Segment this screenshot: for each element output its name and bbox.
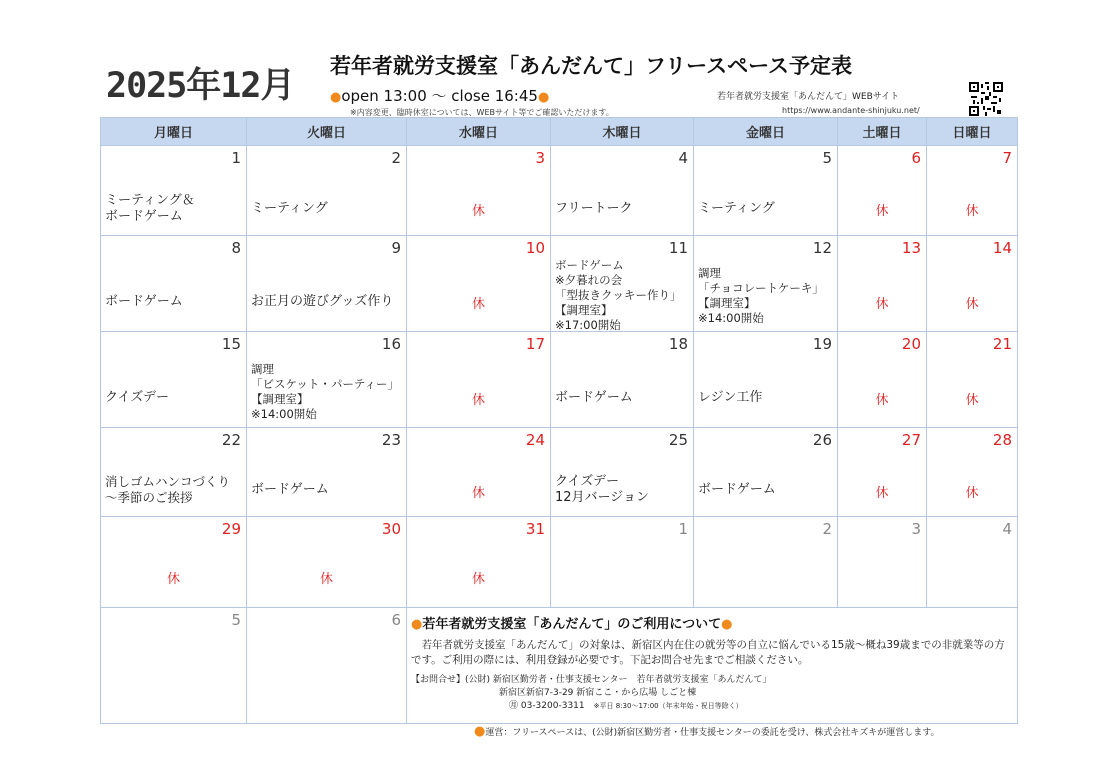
calendar-week-row bbox=[101, 146, 1018, 236]
day-number: 13 bbox=[901, 239, 921, 257]
event-text: ボードゲーム bbox=[105, 293, 183, 309]
day-number: 29 bbox=[221, 520, 241, 538]
calendar-week-row bbox=[101, 236, 1018, 332]
closed-label: 休 bbox=[875, 297, 889, 312]
closed-label: 休 bbox=[471, 393, 485, 408]
contact-address: 新宿区新宿7-3-29 新宿ここ・から広場 しごと棟 bbox=[499, 688, 697, 698]
closed-label: 休 bbox=[875, 204, 889, 219]
event-text: ミーティング＆ ボードゲーム bbox=[105, 192, 195, 224]
usage-info-title: ●若年者就労支援室「あんだんて」のご利用について● bbox=[411, 617, 733, 632]
contact-phone: ㊊ 03-3200-3311 ※平日 8:30〜17:00（年末年始・祝日等除く） bbox=[509, 701, 743, 711]
qr-code-icon[interactable] bbox=[969, 82, 1003, 116]
weekday-sunday: 日曜日 bbox=[927, 118, 1018, 146]
month-title: 2025年12月 bbox=[106, 66, 295, 106]
usage-info-content bbox=[407, 608, 1017, 723]
calendar-day-cell bbox=[247, 517, 407, 608]
usage-info-box bbox=[407, 608, 1018, 724]
closed-label: 休 bbox=[471, 485, 485, 501]
calendar-day-cell bbox=[101, 517, 247, 608]
closed-label: 休 bbox=[471, 297, 485, 312]
notice-text: ※内容変更、臨時休室については、WEBサイト等でご確認いただけます。 bbox=[350, 108, 614, 117]
contact-organization: 【お問合せ】(公財) 新宿区勤労者・仕事支援センター 若年者就労支援室「あんだんて」 bbox=[411, 675, 772, 685]
event-text: フリートーク bbox=[555, 200, 633, 216]
orange-dot-icon: ● bbox=[474, 724, 486, 739]
event-text: ボードゲーム bbox=[555, 389, 633, 405]
closed-label: 休 bbox=[875, 485, 889, 501]
day-number: 21 bbox=[992, 335, 1012, 353]
orange-dot-icon: ● bbox=[537, 90, 550, 105]
website-label: 若年者就労支援室「あんだんて」WEBサイト bbox=[717, 92, 900, 102]
closed-label: 休 bbox=[965, 393, 979, 408]
calendar-day-cell bbox=[551, 236, 694, 332]
footer-note: ●運営：フリースペースは、(公財)新宿区勤労者・仕事支援センターの委託を受け、株式会社キズキが運営します。 bbox=[474, 724, 940, 739]
day-number: 2 bbox=[391, 149, 401, 167]
day-number: 12 bbox=[812, 239, 832, 257]
event-text: 調理 「ビスケット・パーティー」 【調理室】 ※14:00開始 bbox=[251, 362, 400, 421]
weekday-tuesday: 火曜日 bbox=[247, 118, 407, 146]
day-number: 11 bbox=[668, 239, 688, 257]
calendar-day-cell bbox=[407, 146, 551, 236]
page-title: 若年者就労支援室「あんだんて」フリースペース予定表 bbox=[330, 54, 853, 78]
closed-label: 休 bbox=[471, 571, 485, 587]
event-text: クイズデー bbox=[105, 389, 169, 405]
calendar-day-cell bbox=[407, 332, 551, 428]
day-number: 17 bbox=[525, 335, 545, 353]
closed-label: 休 bbox=[319, 571, 333, 587]
calendar-day-cell bbox=[694, 428, 838, 517]
calendar-table bbox=[100, 117, 1018, 724]
orange-dot-icon: ● bbox=[721, 617, 733, 632]
calendar-day-cell bbox=[694, 332, 838, 428]
calendar-day-cell bbox=[838, 428, 927, 517]
day-number: 26 bbox=[812, 431, 832, 449]
closed-label: 休 bbox=[965, 204, 979, 219]
day-number: 4 bbox=[678, 149, 688, 167]
calendar-day-cell bbox=[927, 146, 1018, 236]
day-number: 16 bbox=[381, 335, 401, 353]
event-text: ボードゲーム ※夕暮れの会 「型抜きクッキー作り」 【調理室】 ※17:00開始 bbox=[555, 258, 682, 332]
day-number: 6 bbox=[911, 149, 921, 167]
calendar-day-cell bbox=[247, 146, 407, 236]
event-text: ボードゲーム bbox=[698, 482, 776, 497]
day-number: 9 bbox=[391, 239, 401, 257]
calendar-day-cell bbox=[551, 332, 694, 428]
usage-info-text: 若年者就労支援室「あんだんて」の対象は、新宿区内在住の就労等の自立に悩んでいる15歳〜概ね39歳までの非就業等の方です。ご利用の際には、利用登録が必要です。下記お問合せ先までご相談ください。 bbox=[411, 639, 1005, 666]
calendar-day-cell bbox=[927, 428, 1018, 517]
calendar-day-cell bbox=[694, 517, 838, 608]
calendar-day-cell bbox=[551, 146, 694, 236]
weekday-monday: 月曜日 bbox=[101, 118, 247, 146]
weekday-wednesday: 水曜日 bbox=[407, 118, 551, 146]
calendar-day-cell bbox=[247, 608, 407, 724]
calendar-day-cell bbox=[101, 236, 247, 332]
day-number: 25 bbox=[668, 431, 688, 449]
day-number: 28 bbox=[992, 431, 1012, 449]
day-number: 5 bbox=[822, 149, 832, 167]
closed-label: 休 bbox=[965, 485, 979, 501]
day-number: 8 bbox=[231, 239, 241, 257]
calendar-day-cell bbox=[838, 236, 927, 332]
calendar-day-cell bbox=[927, 517, 1018, 608]
contact-info bbox=[411, 674, 1013, 713]
day-number: 27 bbox=[901, 431, 921, 449]
calendar-day-cell bbox=[838, 146, 927, 236]
calendar-day-cell bbox=[694, 236, 838, 332]
event-text: お正月の遊びグッズ作り bbox=[251, 293, 394, 309]
orange-dot-icon: ● bbox=[411, 617, 423, 632]
event-text: ミーティング bbox=[698, 200, 775, 216]
calendar-day-cell bbox=[694, 146, 838, 236]
orange-dot-icon: ● bbox=[330, 90, 342, 105]
day-number: 3 bbox=[535, 149, 545, 167]
contact-hours-note: ※平日 8:30〜17:00（年末年始・祝日等除く） bbox=[593, 702, 743, 710]
day-number: 4 bbox=[1002, 520, 1012, 538]
day-number: 6 bbox=[391, 611, 401, 629]
day-number: 19 bbox=[812, 335, 832, 353]
day-number: 5 bbox=[231, 611, 241, 629]
calendar-day-cell bbox=[101, 146, 247, 236]
day-number: 30 bbox=[381, 520, 401, 538]
day-number: 1 bbox=[231, 149, 241, 167]
event-text: クイズデー 12月バージョン bbox=[555, 474, 650, 505]
calendar-day-cell bbox=[407, 428, 551, 517]
calendar-day-cell bbox=[927, 236, 1018, 332]
day-number: 14 bbox=[992, 239, 1012, 257]
day-number: 31 bbox=[525, 520, 545, 538]
day-number: 24 bbox=[525, 431, 545, 449]
event-text: 消しゴムハンコづくり 〜季節のご挨拶 bbox=[105, 474, 231, 505]
calendar-week-row bbox=[101, 517, 1018, 608]
day-number: 22 bbox=[221, 431, 241, 449]
weekday-header-row bbox=[101, 118, 1018, 146]
day-number: 3 bbox=[911, 520, 921, 538]
day-number: 15 bbox=[221, 335, 241, 353]
opening-hours bbox=[330, 85, 549, 106]
weekday-saturday: 土曜日 bbox=[838, 118, 927, 146]
day-number: 7 bbox=[1002, 149, 1012, 167]
calendar-day-cell bbox=[101, 332, 247, 428]
website-url-link[interactable]: https://www.andante-shinjuku.net/ bbox=[782, 106, 920, 115]
calendar-day-cell bbox=[247, 332, 407, 428]
calendar-day-cell bbox=[101, 428, 247, 517]
event-text: 調理 「チョコレートケーキ」 【調理室】 ※14:00開始 bbox=[698, 266, 824, 325]
calendar-day-cell bbox=[407, 517, 551, 608]
day-number: 2 bbox=[822, 520, 832, 538]
hours-text: open 13:00 〜 close 16:45 bbox=[341, 87, 538, 105]
calendar-day-cell bbox=[551, 428, 694, 517]
calendar-week-row bbox=[101, 428, 1018, 517]
calendar-day-cell bbox=[838, 517, 927, 608]
calendar-day-cell bbox=[101, 608, 247, 724]
calendar-day-cell bbox=[247, 428, 407, 517]
weekday-friday: 金曜日 bbox=[694, 118, 838, 146]
event-text: レジン工作 bbox=[698, 389, 763, 405]
closed-label: 休 bbox=[965, 297, 979, 312]
day-number: 23 bbox=[381, 431, 401, 449]
closed-label: 休 bbox=[875, 393, 889, 408]
calendar-day-cell bbox=[838, 332, 927, 428]
day-number: 1 bbox=[678, 520, 688, 538]
day-number: 10 bbox=[525, 239, 545, 257]
event-text: ミーティング bbox=[251, 200, 328, 216]
weekday-thursday: 木曜日 bbox=[551, 118, 694, 146]
closed-label: 休 bbox=[471, 204, 485, 219]
event-text: ボードゲーム bbox=[251, 482, 329, 497]
calendar-day-cell bbox=[551, 517, 694, 608]
closed-label: 休 bbox=[166, 571, 180, 587]
day-number: 18 bbox=[668, 335, 688, 353]
day-number: 20 bbox=[901, 335, 921, 353]
calendar-day-cell bbox=[407, 236, 551, 332]
calendar-week-row bbox=[101, 608, 1018, 724]
calendar-week-row bbox=[101, 332, 1018, 428]
calendar-day-cell bbox=[247, 236, 407, 332]
calendar-day-cell bbox=[927, 332, 1018, 428]
